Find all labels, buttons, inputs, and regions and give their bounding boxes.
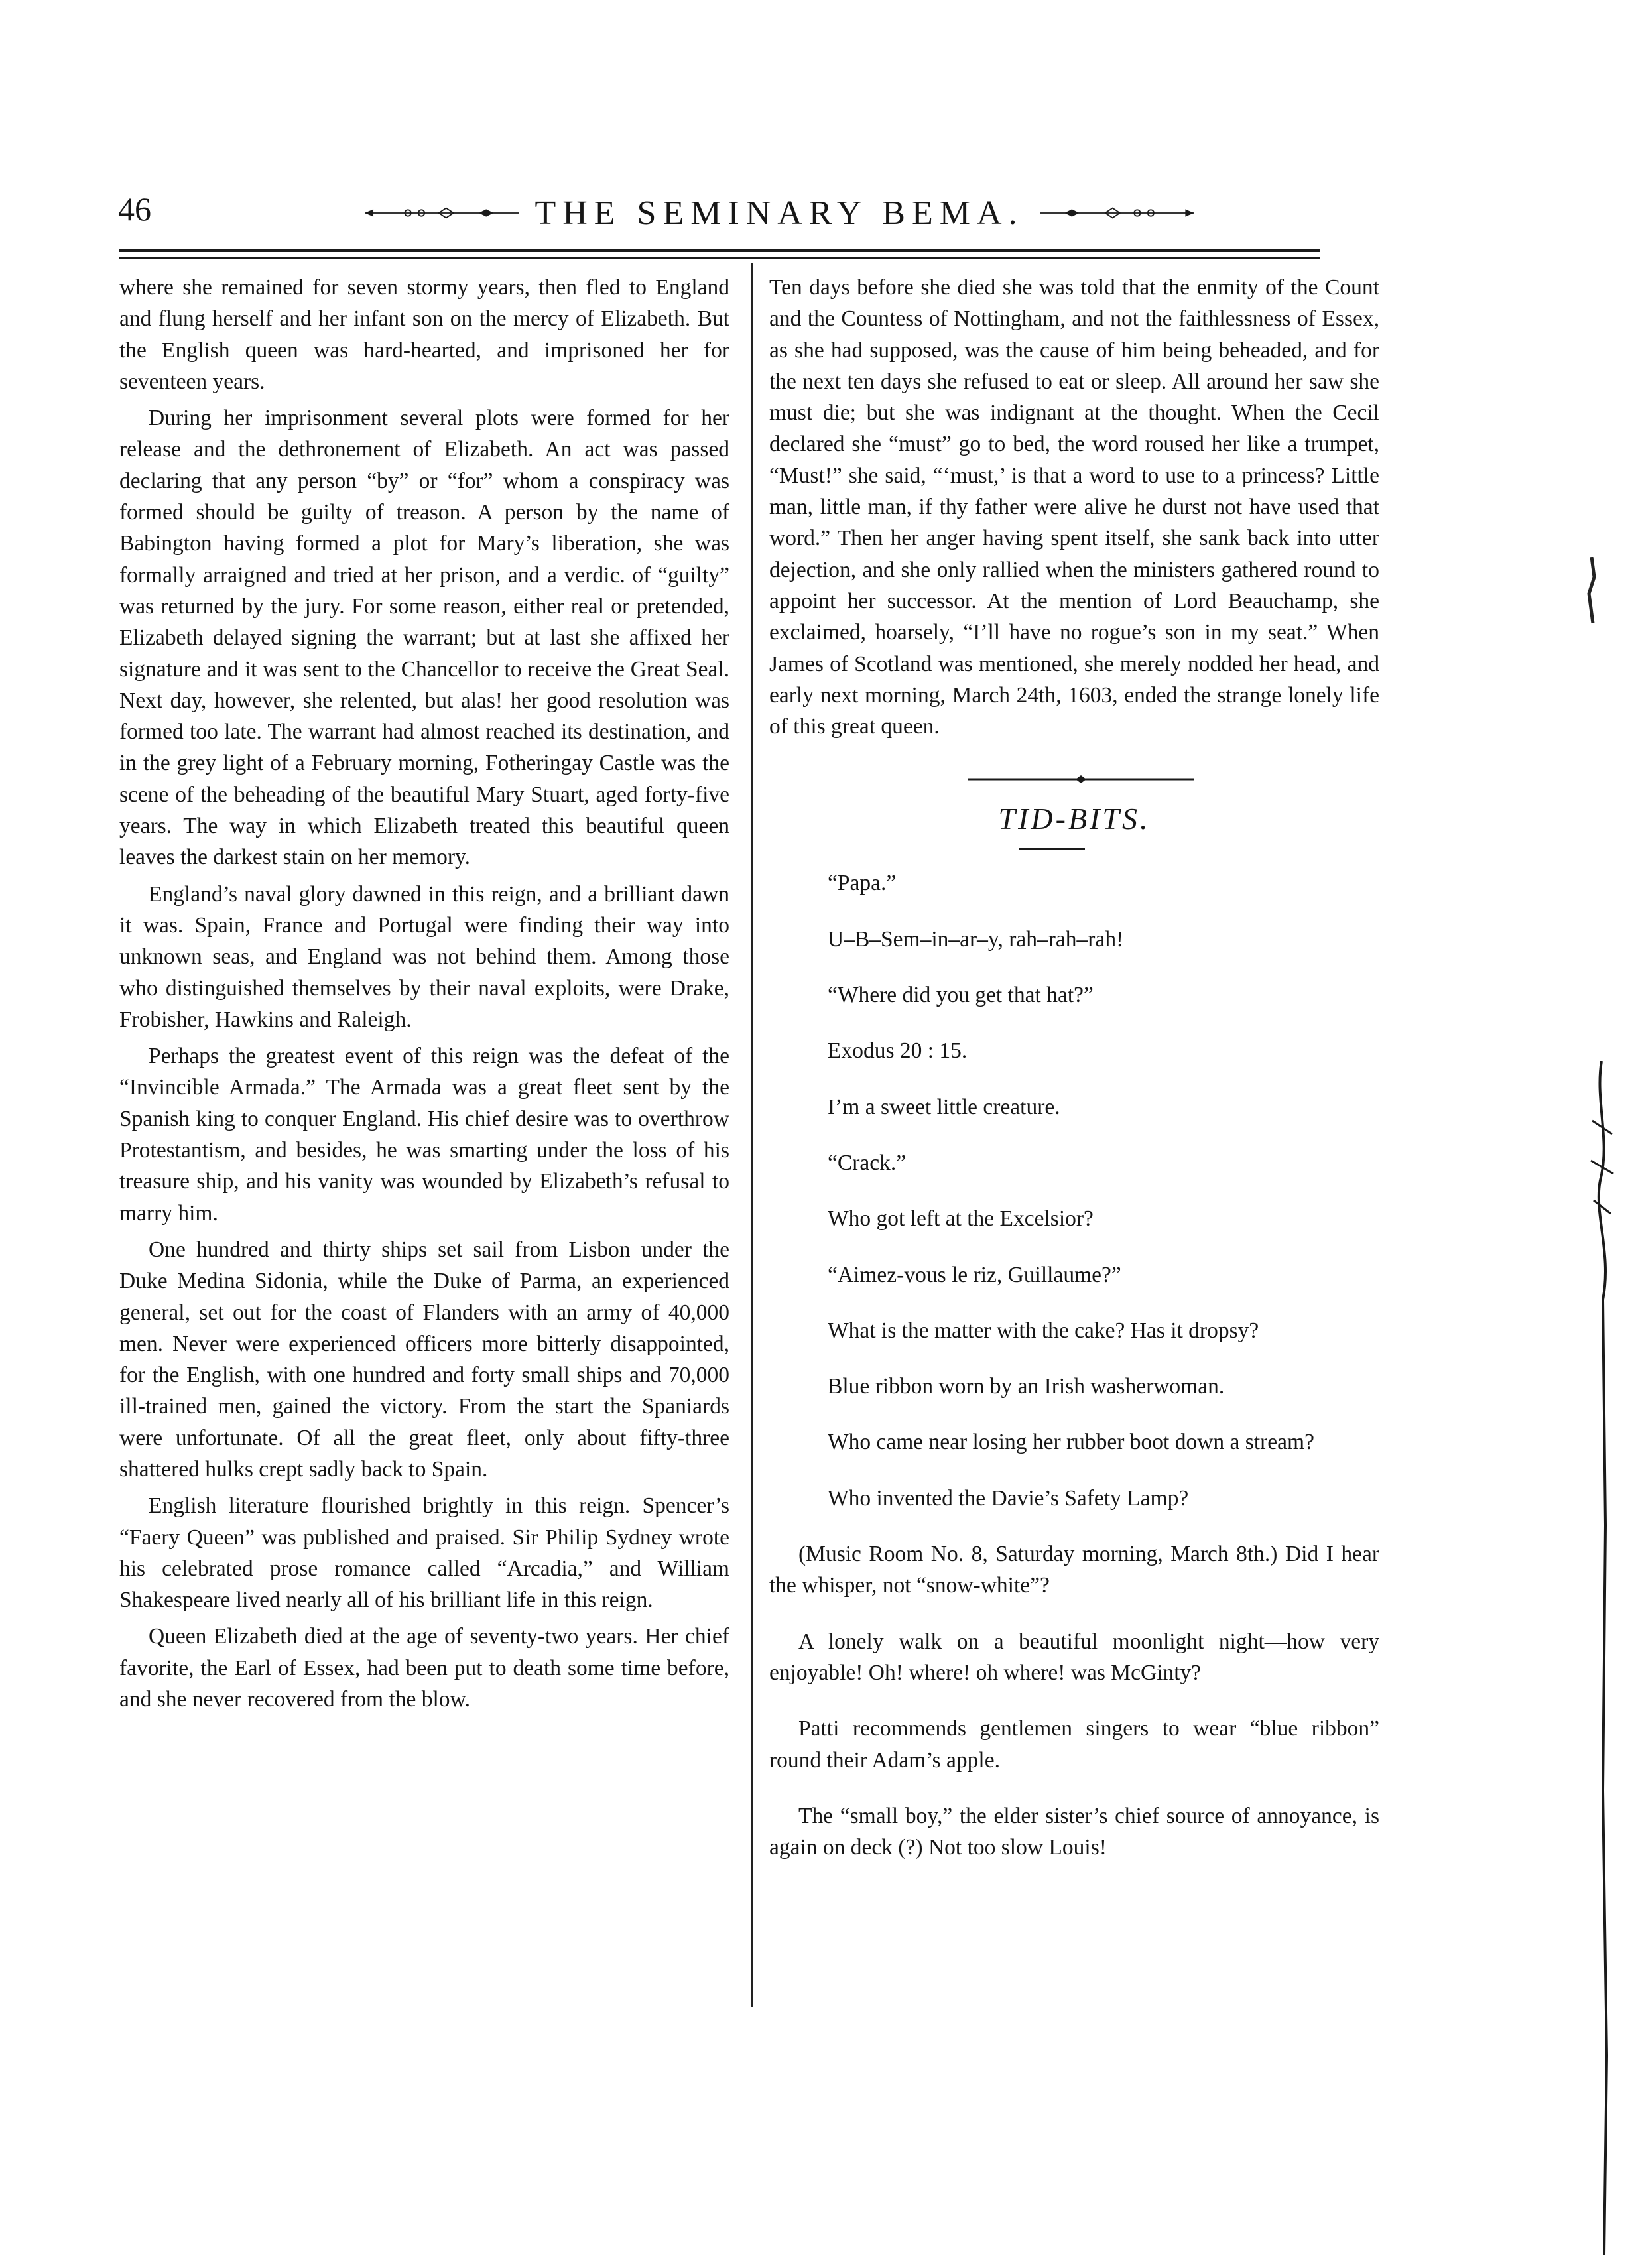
tidbit-item: Blue ribbon worn by an Irish washerwoman.	[828, 1374, 1225, 1399]
tidbit-item: What is the matter with the cake? Has it dropsy?	[828, 1318, 1259, 1343]
tidbit-item: I’m a sweet little creature.	[828, 1094, 1060, 1119]
tidbit-item: “Papa.”	[828, 871, 897, 896]
tidbit-item: Patti recommends gentlemen singers to wear “blue ribbon” round their Adam’s apple.	[769, 1716, 1379, 1773]
tidbit-item: (Music Room No. 8, Saturday morning, March 8th.) Did I hear the whisper, not “snow-white”?	[769, 1542, 1379, 1598]
tidbit-item: “Where did you get that hat?”	[828, 983, 1094, 1008]
paragraph: Queen Elizabeth died at the age of seventy-two years. Her chief favorite, the Earl of Essex, had been put to death some time before, and she never recovered from the blow.	[119, 1624, 729, 1712]
right-column	[769, 272, 1379, 1863]
section-separator-icon	[968, 774, 1194, 785]
publication-title: THE SEMINARY BEMA.	[534, 194, 1024, 232]
margin-smudge-icon	[1578, 557, 1605, 623]
paragraph: English literature flourished brightly in this reign. Spencer’s “Faery Queen” was published and praised. Sir Philip Sydney wrote his celebrated prose romance called “Arcadia,” and William Shakespeare lived nearly all of his brilliant life in this reign.	[119, 1493, 729, 1613]
tidbit-item: U–B–Sem–in–ar–y, rah–rah–rah!	[828, 926, 1124, 952]
masthead	[365, 190, 1194, 236]
page-number: 46	[118, 190, 151, 227]
paragraph: where she remained for seven stormy years, then fled to England and flung herself and her infant son on the mercy of Elizabeth. But the English queen was hard-hearted, and imprisoned her for seventeen years.	[119, 275, 729, 394]
paragraph: Perhaps the greatest event of this reign was the defeat of the “Invincible Armada.” The Armada was a great fleet sent by the Spanish king to conquer England. His chief desire was to overthrow Protestantism, and besides, he was smarting under the loss of his treasure ship, and his vanity was wounded by Elizabeth’s refusal to marry him.	[119, 1044, 729, 1226]
tidbit-item: Who invented the Davie’s Safety Lamp?	[828, 1485, 1189, 1511]
left-column	[119, 272, 729, 1715]
paragraph: Ten days before she died she was told that the enmity of the Count and the Countess of Nottingham, and not the faithlessness of Essex, as she had supposed, was the cause of him being beheaded, and for the next ten days she refused to eat or sleep. All around her saw she must die; but she was indignant at the thought. When the Cecil declared she “must” go to bed, the word roused her like a trumpet, “Must!” she said, “‘must,’ is that a word to use to a princess? Little man, little man, if thy father were alive he durst not have used that word.” Then her anger having spent itself, she sank back into utter dejection, and she only rallied when the ministers gathered round to appoint her successor. At the mention of Lord Beauchamp, she exclaimed, hoarsely, “I’ll have no rogue’s son in my seat.” When James of Scotland was mentioned, she merely nodded her head, and early next morning, March 24th, 1603, ended the strange lonely life of this great queen.	[769, 275, 1379, 739]
tidbit-item: “Crack.”	[828, 1150, 907, 1175]
paragraph: England’s naval glory dawned in this reign, and a brilliant dawn it was. Spain, France and Portugal were finding their way into unknown seas, and England was not behind them. Among those who distinguished themselves by their naval exploits, were Drake, Frobisher, Hawkins and Raleigh.	[119, 881, 729, 1032]
tidbits-rule	[1019, 848, 1085, 850]
tidbit-item: Who got left at the Excelsior?	[828, 1206, 1094, 1231]
tidbits-heading: TID-BITS.	[998, 802, 1151, 836]
tidbits-list	[769, 867, 1379, 1863]
margin-smudge-icon	[1588, 1061, 1621, 2268]
left-ornament-icon	[365, 206, 519, 220]
column-divider	[751, 263, 753, 2007]
tidbit-item: Who came near losing her rubber boot down a stream?	[828, 1430, 1314, 1455]
tidbit-item: Exodus 20 : 15.	[828, 1039, 968, 1064]
paragraph: One hundred and thirty ships set sail from Lisbon under the Duke Medina Sidonia, while the Duke of Parma, an experienced general, set out for the coast of Flanders with an army of 40,000 men. Never were experienced officers more bitterly disappointed, for the English, with one hundred and forty small ships and 70,000 ill-trained men, gained the victory. From the start the Spaniards were unfortunate. Of all the great fleet, only about fifty-three shattered hulks crept sadly back to Spain.	[119, 1237, 729, 1481]
tidbit-item: A lonely walk on a beautiful moonlight night—how very enjoyable! Oh! where! oh where! was McGinty?	[769, 1629, 1379, 1685]
paragraph: During her imprisonment several plots were formed for her release and the dethronement of Elizabeth. An act was passed declaring that any person “by” or “for” whom a conspiracy was formed should be guilty of treason. A person by the name of Babington having formed a plot for Mary’s liberation, she was formally arraigned and tried at her prison, and a verdic. of “guilty” was returned by the jury. For some reason, either real or pretended, Elizabeth delayed signing the warrant; but at last she affixed her signature and it was sent to the Chancellor to receive the Great Seal. Next day, however, she relented, but alas! her good resolution was formed too late. The warrant had almost reached its destination, and in the grey light of a February morning, Fotheringay Castle was the scene of the beheading of the beautiful Mary Stuart, aged forty-five years. The way in which Elizabeth treated this beautiful queen leaves the darkest stain on her memory.	[119, 406, 729, 870]
tidbit-item: The “small boy,” the elder sister’s chief source of annoyance, is again on deck (?) Not too slow Louis!	[769, 1803, 1379, 1860]
tidbit-item: “Aimez-vous le riz, Guillaume?”	[828, 1262, 1121, 1287]
header-rule	[119, 249, 1320, 252]
right-ornament-icon	[1040, 206, 1194, 220]
header-rule-thin	[119, 257, 1320, 259]
